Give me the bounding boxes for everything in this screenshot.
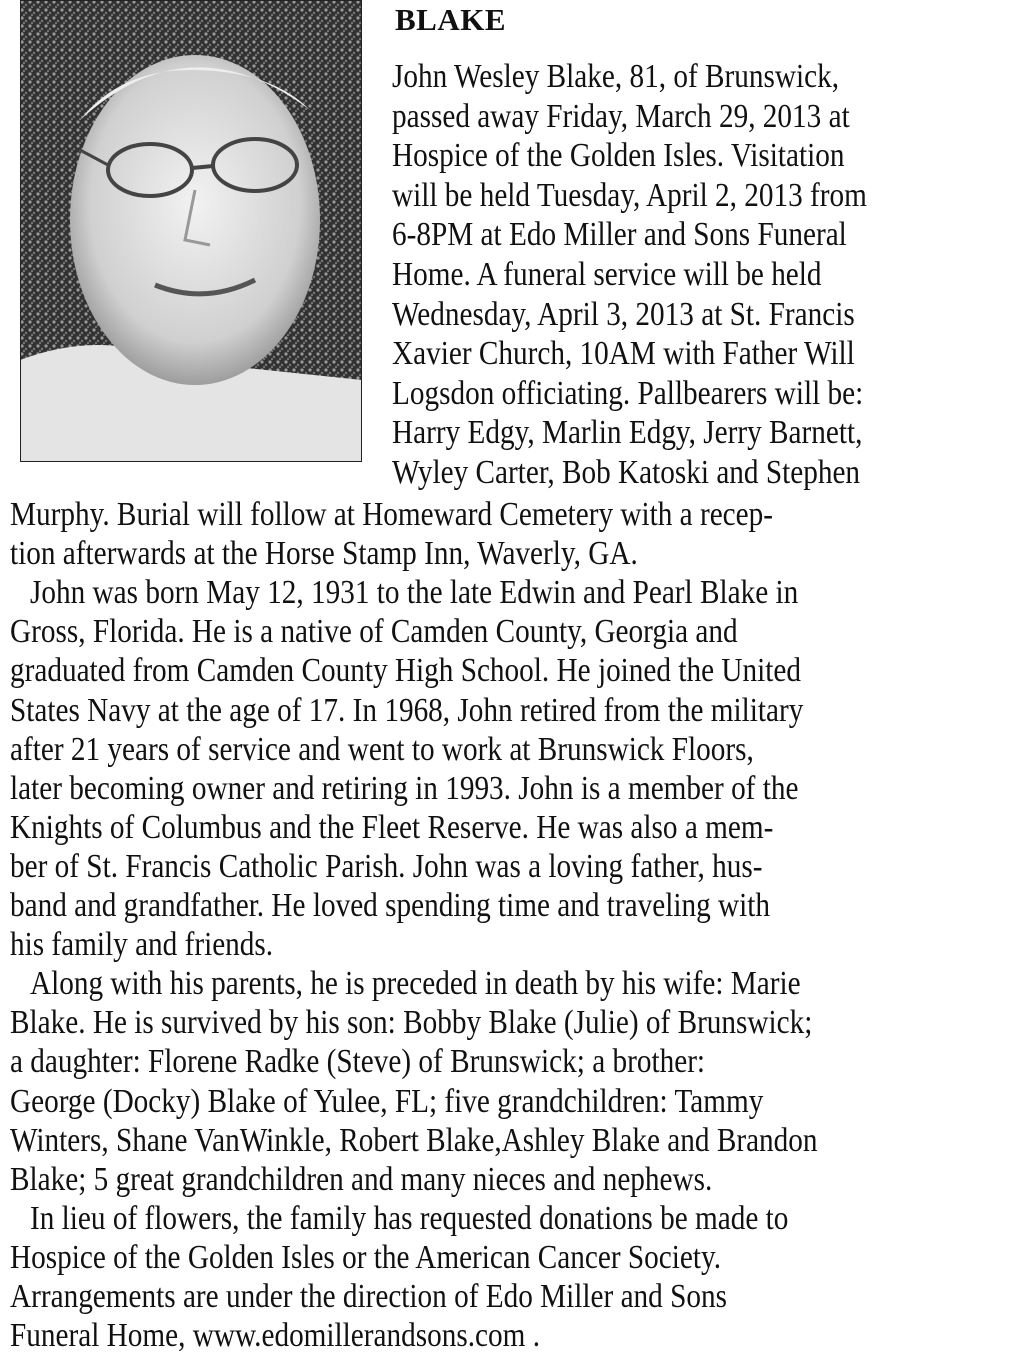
paragraph-start-line: John was born May 12, 1931 to the late Edwin and Pearl Blake in xyxy=(30,574,799,612)
text-line: later becoming owner and retiring in 1993. John is a member of the xyxy=(10,769,799,807)
text-line: States Navy at the age of 17. In 1968, John retired from the military xyxy=(10,691,804,729)
text-line: Xavier Church, 10AM with Father Will xyxy=(392,335,855,373)
text-line: George (Docky) Blake of Yulee, FL; five grandchildren: Tammy xyxy=(10,1082,764,1120)
text-line: Arrangements are under the direction of Edo Miller and Sons xyxy=(10,1278,727,1315)
text-line: tion afterwards at the Horse Stamp Inn, Waverly, GA. xyxy=(10,535,638,573)
text-line: Hospice of the Golden Isles or the American Cancer Society. xyxy=(10,1238,722,1276)
text-line: graduated from Camden County High School. He joined the United xyxy=(10,652,801,690)
text-line: Logsdon officiating. Pallbearers will be: xyxy=(392,374,864,412)
portrait-photo xyxy=(20,0,362,462)
obituary-heading: BLAKE xyxy=(395,2,507,37)
text-line: Funeral Home, www.edomillerandsons.com . xyxy=(10,1317,541,1355)
text-line: his family and friends. xyxy=(10,926,274,964)
text-line: ber of St. Francis Catholic Parish. John was a loving father, hus- xyxy=(10,847,763,885)
text-line: passed away Friday, March 29, 2013 at xyxy=(392,97,850,135)
paragraph-start-line: In lieu of flowers, the family has requested donations be made to xyxy=(30,1199,789,1237)
text-line: will be held Tuesday, April 2, 2013 from xyxy=(392,176,867,214)
text-line: Hospice of the Golden Isles. Visitation xyxy=(392,137,845,175)
text-line: Murphy. Burial will follow at Homeward Cemetery with a recep- xyxy=(10,496,774,533)
text-line: Blake; 5 great grandchildren and many nieces and nephews. xyxy=(10,1160,713,1198)
text-line: Home. A funeral service will be held xyxy=(392,256,822,293)
text-line: Knights of Columbus and the Fleet Reserve. He was also a mem- xyxy=(10,808,774,846)
text-line: Wyley Carter, Bob Katoski and Stephen xyxy=(392,454,861,491)
text-line: Blake. He is survived by his son: Bobby Blake (Julie) of Brunswick; xyxy=(10,1004,813,1042)
text-line: Gross, Florida. He is a native of Camden County, Georgia and xyxy=(10,613,738,651)
text-line: Harry Edgy, Marlin Edgy, Jerry Barnett, xyxy=(392,414,863,452)
text-line: Wednesday, April 3, 2013 at St. Francis xyxy=(392,295,855,333)
text-line: John Wesley Blake, 81, of Brunswick, xyxy=(392,58,840,95)
text-line: band and grandfather. He loved spending time and traveling with xyxy=(10,887,771,924)
paragraph-start-line: Along with his parents, he is preceded in death by his wife: Marie xyxy=(30,965,801,1003)
text-line: after 21 years of service and went to work at Brunswick Floors, xyxy=(10,730,754,768)
text-line: a daughter: Florene Radke (Steve) of Brunswick; a brother: xyxy=(10,1043,706,1081)
text-line: 6-8PM at Edo Miller and Sons Funeral xyxy=(392,216,847,254)
text-line: Winters, Shane VanWinkle, Robert Blake,Ashley Blake and Brandon xyxy=(10,1121,818,1159)
